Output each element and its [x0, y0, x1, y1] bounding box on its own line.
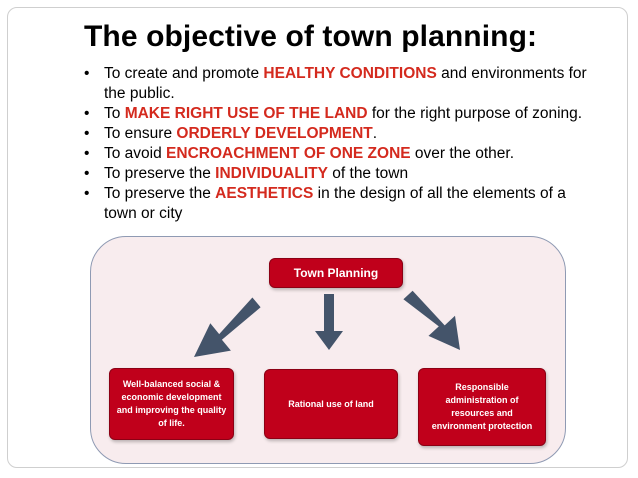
- slide-title: The objective of town planning:: [84, 20, 538, 53]
- bullet-text: for the right purpose of zoning.: [367, 105, 583, 122]
- bullet-text: To avoid: [104, 145, 167, 162]
- bullet-text: To create and promote: [104, 65, 264, 82]
- bullet-text: in the design of all the elements of a town or city: [104, 185, 566, 222]
- town-planning-box: Town Planning: [269, 258, 403, 288]
- land-use-box: Rational use of land: [264, 369, 398, 439]
- bullet-text: To ensure: [104, 125, 177, 142]
- bullet-highlight: HEALTHY CONDITIONS: [263, 65, 437, 82]
- arrow-down-left-icon: [194, 298, 261, 358]
- bullet-highlight: MAKE RIGHT USE OF THE LAND: [124, 105, 368, 122]
- bullet-text: and environments for the public.: [104, 65, 587, 102]
- social-economic-box: Well-balanced social & economic development and improving the quality of life.: [109, 368, 234, 440]
- resources-box: Responsible administration of resources and environment protection: [418, 368, 546, 446]
- bullet-highlight: INDIVIDUALITY: [215, 165, 328, 182]
- bullet-text: over the other.: [410, 145, 515, 162]
- bullet-highlight: AESTHETICS: [215, 185, 314, 202]
- bullet-text: To preserve the: [104, 165, 216, 182]
- arrow-down-right-icon: [403, 291, 460, 350]
- bullet-text: To preserve the: [104, 185, 216, 202]
- arrow-down-icon: [315, 294, 343, 350]
- bullet-text: of the town: [327, 165, 409, 182]
- bullet-text: To: [104, 105, 125, 122]
- bullet-text: .: [372, 125, 378, 142]
- bullet-highlight: ENCROACHMENT OF ONE ZONE: [166, 145, 411, 162]
- bullet-highlight: ORDERLY DEVELOPMENT: [176, 125, 373, 142]
